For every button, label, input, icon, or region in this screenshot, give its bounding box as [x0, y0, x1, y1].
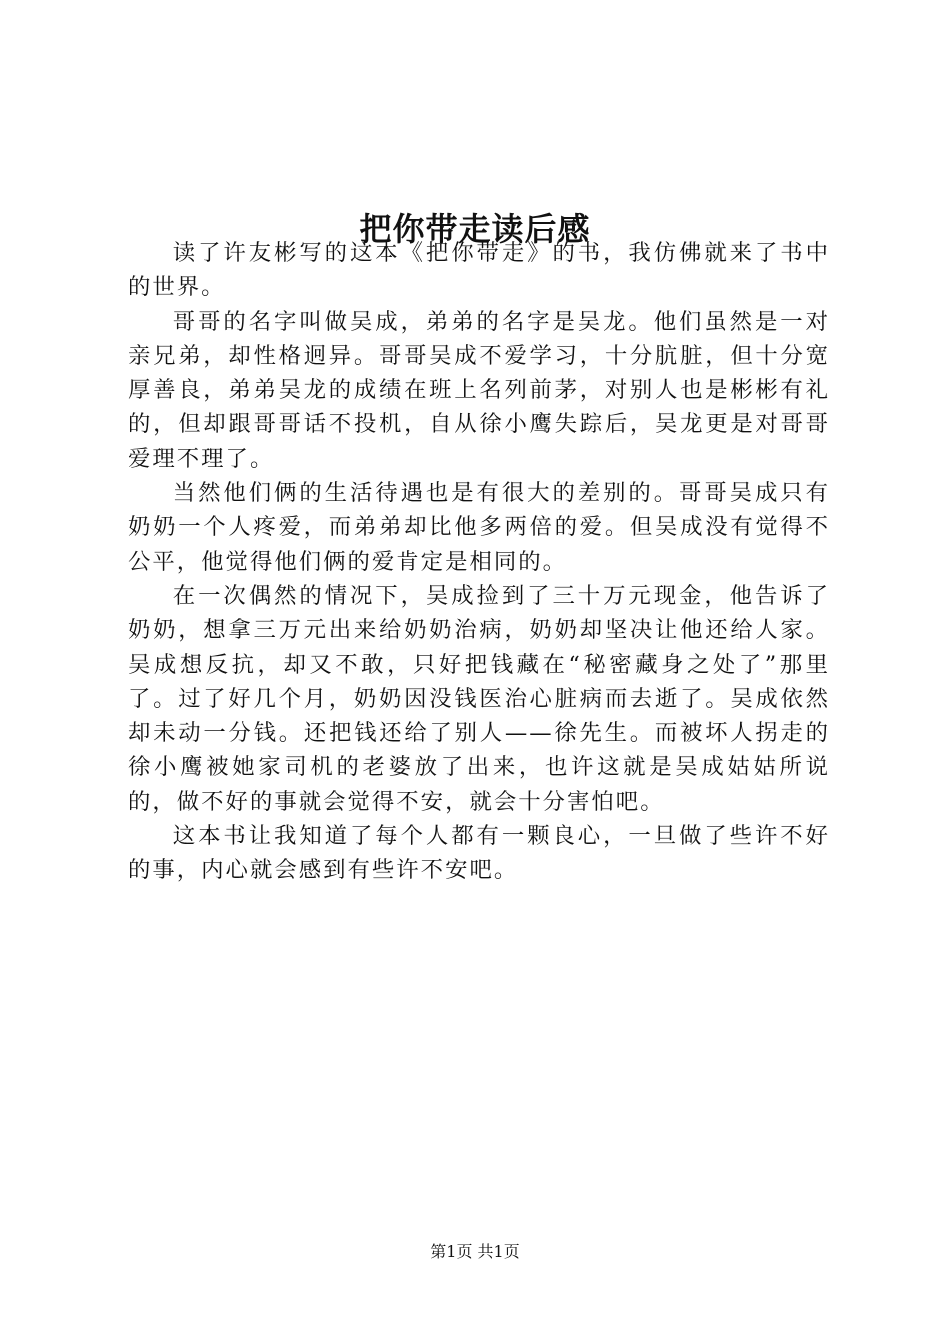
- paragraph-3: 当然他们俩的生活待遇也是有很大的差别的。哥哥吴成只有奶奶一个人疼爱，而弟弟却比他多两倍的爱。但吴成没有觉得不公平，他觉得他们俩的爱肯定是相同的。: [128, 480, 830, 575]
- paragraph-5: 这本书让我知道了每个人都有一颗良心，一旦做了些许不好的事，内心就会感到有些许不安吧。: [128, 823, 830, 884]
- document-body: [128, 236, 830, 888]
- paragraph-1: 读了许友彬写的这本《把你带走》的书，我仿佛就来了书中的世界。: [128, 240, 830, 301]
- paragraph-4: 在一次偶然的情况下，吴成捡到了三十万元现金，他告诉了奶奶，想拿三万元出来给奶奶治病，奶奶却坚决让他还给人家。吴成想反抗，却又不敢，只好把钱藏在“秘密藏身之处了”那里了。过了好几个月，奶奶因没钱医治心脏病而去逝了。吴成依然却未动一分钱。还把钱还给了别人——徐先生。而被坏人拐走的徐小鹰被她家司机的老婆放了出来，也许这就是吴成姑姑所说的，做不好的事就会觉得不安，就会十分害怕吧。: [128, 582, 830, 815]
- page-footer: 第1页 共1页: [430, 1242, 520, 1261]
- document-title: 把你带走读后感: [359, 210, 591, 249]
- paragraph-2: 哥哥的名字叫做吴成，弟弟的名字是吴龙。他们虽然是一对亲兄弟，却性格迥异。哥哥吴成不爱学习，十分肮脏，但十分宽厚善良，弟弟吴龙的成绩在班上名列前茅，对别人也是彬彬有礼的，但却跟哥哥话不投机，自从徐小鹰失踪后，吴龙更是对哥哥爱理不理了。: [128, 308, 830, 472]
